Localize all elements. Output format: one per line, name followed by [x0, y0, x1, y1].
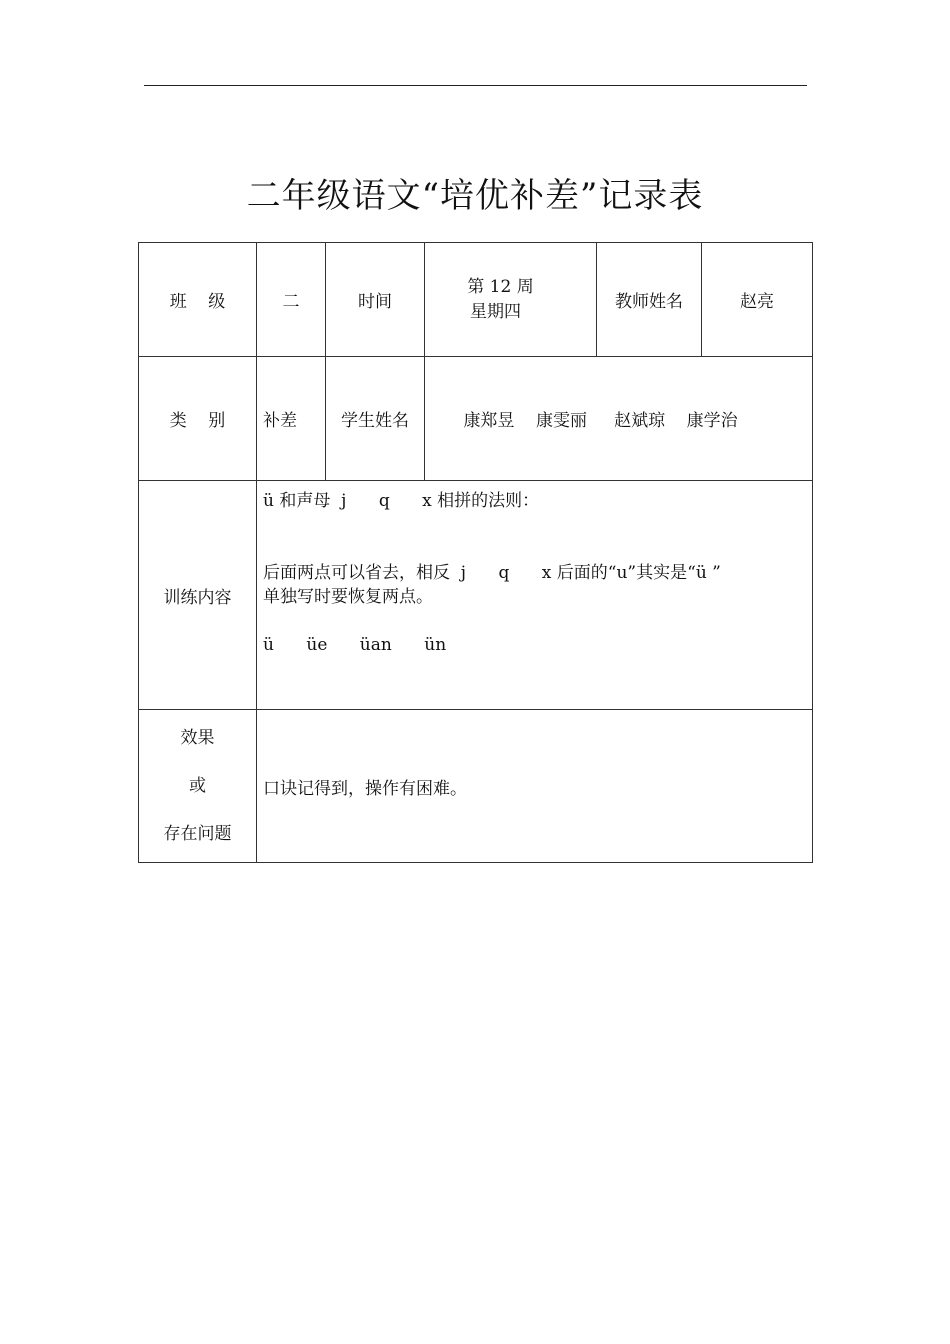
- training-label: 训练内容: [163, 587, 232, 608]
- category-label-cell: [139, 357, 257, 481]
- training-content-cell: [257, 481, 813, 710]
- effect-label-line3: 存在问题: [163, 824, 232, 844]
- time-value-cell: [425, 243, 597, 357]
- category-value-cell: [257, 357, 326, 481]
- effect-label-line1: 效果: [180, 728, 215, 748]
- time-week: 第 12 周: [467, 276, 534, 297]
- training-label-cell: [139, 481, 257, 710]
- student-label: 学生姓名: [341, 411, 409, 431]
- table-row-training: [139, 481, 813, 710]
- effect-label-cell: [139, 710, 257, 863]
- effect-content-cell: [257, 710, 813, 863]
- teacher-label: 教师姓名: [615, 292, 683, 312]
- class-label-cell: [139, 243, 257, 357]
- time-day: 星期四: [470, 301, 521, 322]
- category-value: 补差: [263, 411, 297, 431]
- time-label-cell: [326, 243, 425, 357]
- class-label: 班 级: [169, 292, 226, 312]
- teacher-label-cell: [597, 243, 702, 357]
- header-rule: [144, 85, 807, 86]
- class-value-cell: [257, 243, 326, 357]
- student-names-cell: [425, 357, 813, 481]
- record-table: [138, 242, 813, 863]
- category-label: 类 别: [169, 411, 226, 431]
- teacher-name: 赵亮: [740, 292, 774, 312]
- teacher-value-cell: [702, 243, 813, 357]
- time-label: 时间: [358, 292, 392, 312]
- table-row-category: [139, 357, 813, 481]
- effect-content: 口诀记得到，操作有困难。: [263, 778, 467, 799]
- page-title: 二年级语文“培优补差”记录表: [246, 176, 704, 216]
- table-row-effect: [139, 710, 813, 863]
- table-row-info: [139, 243, 813, 357]
- training-examples-line: ü üe üan ün: [263, 635, 447, 655]
- training-rule-line: ü 和声母 j q x 相拼的法则：: [263, 491, 540, 511]
- effect-label-line2: 或: [189, 776, 206, 796]
- student-label-cell: [326, 357, 425, 481]
- student-names: 康郑昱 康雯丽 赵斌琼 康学治: [463, 411, 738, 431]
- class-value: 二: [282, 292, 300, 312]
- training-explanation-line: 后面两点可以省去，相反 j q x 后面的“u”其实是“ü ”: [263, 563, 721, 583]
- training-note-line: 单独写时要恢复两点。: [263, 587, 433, 607]
